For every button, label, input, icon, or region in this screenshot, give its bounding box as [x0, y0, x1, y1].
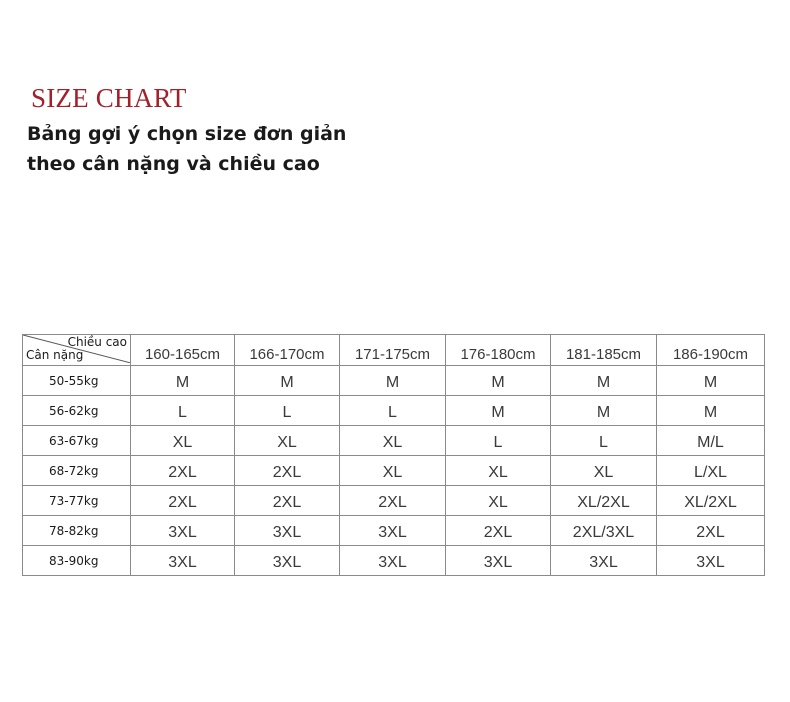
size-cell: M [235, 366, 340, 396]
height-header: 181-185cm [551, 335, 657, 366]
weight-label: 50-55kg [23, 366, 131, 396]
size-cell: M [657, 396, 765, 426]
size-cell: 2XL [235, 456, 340, 486]
table-row [23, 516, 765, 546]
size-cell: 3XL [551, 546, 657, 576]
size-cell: XL/2XL [657, 486, 765, 516]
size-cell: 2XL [340, 486, 446, 516]
height-header: 166-170cm [235, 335, 340, 366]
size-cell: 2XL [131, 456, 235, 486]
size-cell: L [446, 426, 551, 456]
size-cell: 2XL [446, 516, 551, 546]
size-cell: M [551, 396, 657, 426]
size-cell: 2XL [657, 516, 765, 546]
size-cell: XL [340, 426, 446, 456]
height-header: 186-190cm [657, 335, 765, 366]
weight-label: 56-62kg [23, 396, 131, 426]
height-header: 171-175cm [340, 335, 446, 366]
size-cell: M [551, 366, 657, 396]
size-cell: L [131, 396, 235, 426]
size-cell: 3XL [657, 546, 765, 576]
size-cell: M [446, 396, 551, 426]
weight-label: 63-67kg [23, 426, 131, 456]
size-cell: XL [551, 456, 657, 486]
size-cell: 3XL [340, 546, 446, 576]
subtitle-line-1: Bảng gợi ý chọn size đơn giản [27, 123, 347, 145]
size-cell: M/L [657, 426, 765, 456]
table-row [23, 486, 765, 516]
table-row [23, 426, 765, 456]
size-cell: L [235, 396, 340, 426]
corner-cell [23, 335, 131, 366]
size-cell: XL [340, 456, 446, 486]
size-cell: 3XL [340, 516, 446, 546]
size-cell: 3XL [131, 516, 235, 546]
weight-label: 83-90kg [23, 546, 131, 576]
size-cell: L/XL [657, 456, 765, 486]
size-cell: XL/2XL [551, 486, 657, 516]
subtitle-line-2: theo cân nặng và chiều cao [27, 153, 320, 175]
size-cell: XL [446, 456, 551, 486]
weight-label: 68-72kg [23, 456, 131, 486]
size-cell: M [131, 366, 235, 396]
size-cell: L [551, 426, 657, 456]
weight-label: 73-77kg [23, 486, 131, 516]
size-cell: 3XL [235, 516, 340, 546]
table-row [23, 366, 765, 396]
size-cell: 3XL [131, 546, 235, 576]
table-row [23, 396, 765, 426]
size-cell: 2XL/3XL [551, 516, 657, 546]
size-cell: XL [446, 486, 551, 516]
table-row [23, 456, 765, 486]
corner-height-label: Chiều cao [67, 335, 127, 349]
size-cell: M [657, 366, 765, 396]
size-cell: L [340, 396, 446, 426]
size-cell: 3XL [446, 546, 551, 576]
size-cell: XL [131, 426, 235, 456]
corner-weight-label: Cân nặng [26, 348, 84, 362]
height-header: 176-180cm [446, 335, 551, 366]
table-row [23, 546, 765, 576]
header-row [23, 335, 765, 366]
size-cell: 2XL [131, 486, 235, 516]
size-cell: XL [235, 426, 340, 456]
weight-label: 78-82kg [23, 516, 131, 546]
height-header: 160-165cm [131, 335, 235, 366]
size-cell: 2XL [235, 486, 340, 516]
size-chart-title: SIZE CHART [31, 83, 187, 113]
size-cell: M [340, 366, 446, 396]
size-cell: M [446, 366, 551, 396]
size-cell: 3XL [235, 546, 340, 576]
size-table [22, 334, 765, 576]
